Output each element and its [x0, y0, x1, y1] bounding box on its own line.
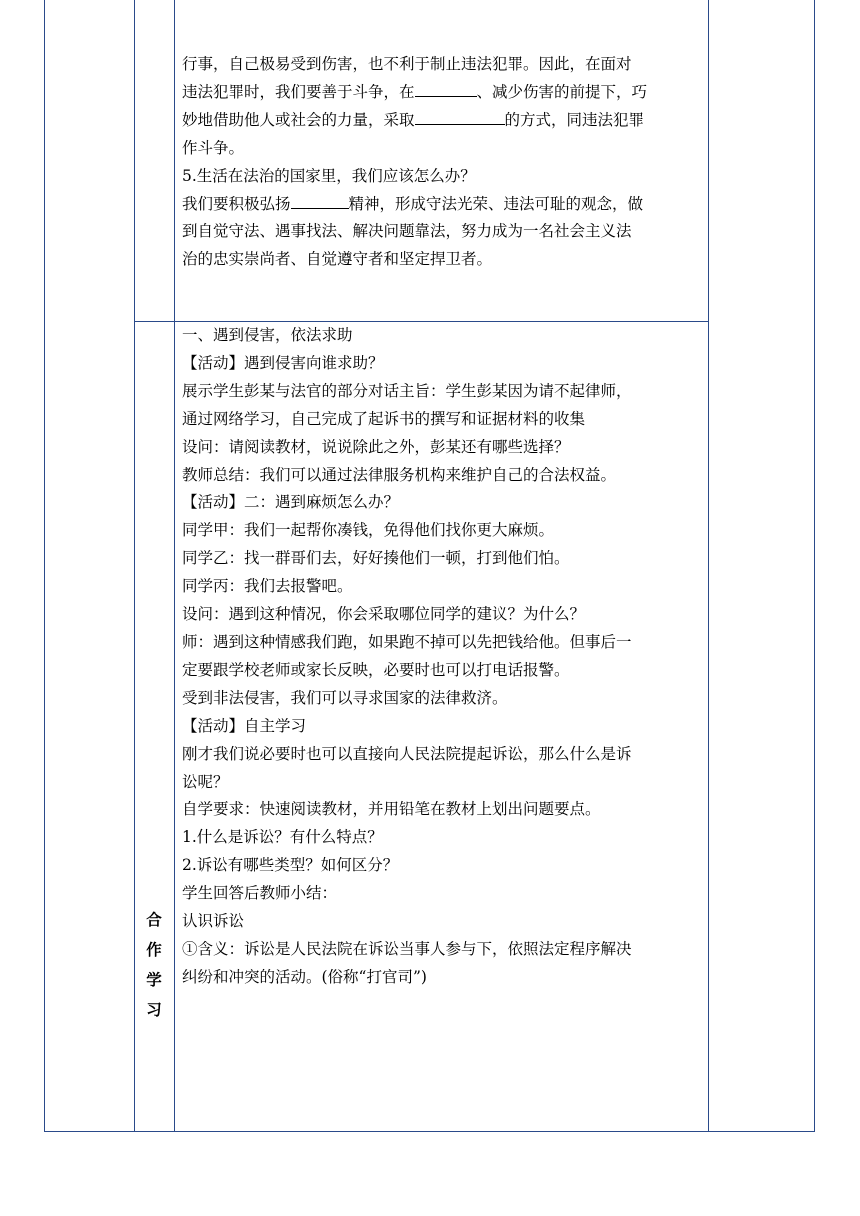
text-line: 违法犯罪时，我们要善于斗争，在 、减少伤害的前提下，巧: [182, 79, 708, 107]
text-line: 治的忠实崇尚者、自觉遵守者和坚定捍卫者。: [182, 250, 493, 269]
text-line: 作斗争。: [182, 138, 245, 157]
text-line: 受到非法侵害，我们可以寻求国家的法律救济。: [182, 688, 508, 707]
text-line: 刚才我们说必要时也可以直接向人民法院提起诉讼，那么什么是诉: [182, 744, 632, 763]
text-line: ①含义：诉讼是人民法院在诉讼当事人参与下，依照法定程序解决: [182, 939, 632, 958]
side-label-char: 作: [146, 941, 162, 959]
text-line: 同学乙：找一群哥们去，好好揍他们一顿，打到他们怕。: [182, 549, 570, 568]
text-line: 展示学生彭某与法官的部分对话主旨：学生彭某因为请不起律师，: [182, 381, 632, 400]
side-label-char: 学: [146, 971, 162, 989]
table-border-col3: [708, 0, 709, 1132]
text-line: 同学丙：我们去报警吧。: [182, 577, 353, 596]
text-line: 学生回答后教师小结：: [182, 884, 338, 903]
question-5: 5.生活在法治的国家里，我们应该怎么办？: [182, 166, 476, 185]
table-border-right: [814, 0, 815, 1132]
text-line: 自学要求：快速阅读教材，并用铅笔在教材上划出问题要点。: [182, 800, 601, 819]
fill-blank: [291, 192, 349, 209]
text-line: 2.诉讼有哪些类型？如何区分？: [182, 856, 399, 875]
text-line: 1.什么是诉讼？有什么特点？: [182, 828, 383, 847]
text-line: 设问：遇到这种情况，你会采取哪位同学的建议？为什么？: [182, 605, 586, 624]
section-label-cooperative-learning: [134, 905, 174, 1025]
text-line: 妙地借助他人或社会的力量，采取 的方式，同违法犯罪: [182, 107, 708, 135]
fill-blank: [415, 80, 477, 97]
section2-content: [182, 322, 708, 992]
text-line: 纠纷和冲突的活动。(俗称“打官司”): [182, 967, 427, 986]
activity-title: 【活动】二：遇到麻烦怎么办？: [182, 493, 400, 512]
side-label-char: 合: [146, 911, 162, 929]
section1-content: [182, 51, 708, 274]
text-line: 我们要积极弘扬 精神，形成守法光荣、违法可耻的观念，做: [182, 191, 708, 219]
activity-title: 【活动】遇到侵害向谁求助？: [182, 353, 384, 372]
text-line: 教师总结：我们可以通过法律服务机构来维护自己的合法权益。: [182, 465, 617, 484]
fill-blank: [415, 108, 505, 125]
text-line: 认识诉讼: [182, 912, 245, 931]
activity-title: 【活动】自主学习: [182, 716, 307, 735]
table-frame: [44, 0, 815, 1132]
text-line: 同学甲：我们一起帮你凑钱，免得他们找你更大麻烦。: [182, 521, 555, 540]
text-line: 师：遇到这种情感我们跑，如果跑不掉可以先把钱给他。但事后一: [182, 632, 632, 651]
table-border-left: [44, 0, 45, 1132]
table-border-col2: [174, 0, 175, 1132]
table-border-bottom: [44, 1131, 815, 1132]
side-label-char: 习: [146, 1001, 162, 1019]
text-line: 设问：请阅读教材，说说除此之外，彭某还有哪些选择？: [182, 437, 570, 456]
text-line: 讼呢？: [182, 772, 229, 791]
text-line: 定要跟学校老师或家长反映，必要时也可以打电话报警。: [182, 660, 570, 679]
text-line: 通过网络学习，自己完成了起诉书的撰写和证据材料的收集: [182, 409, 586, 428]
text-line: 到自觉守法、遇事找法、解决问题靠法，努力成为一名社会主义法: [182, 222, 632, 241]
text-line: 行事，自己极易受到伤害，也不利于制止违法犯罪。因此，在面对: [182, 55, 632, 73]
section-heading: 一、遇到侵害，依法求助: [182, 326, 353, 344]
